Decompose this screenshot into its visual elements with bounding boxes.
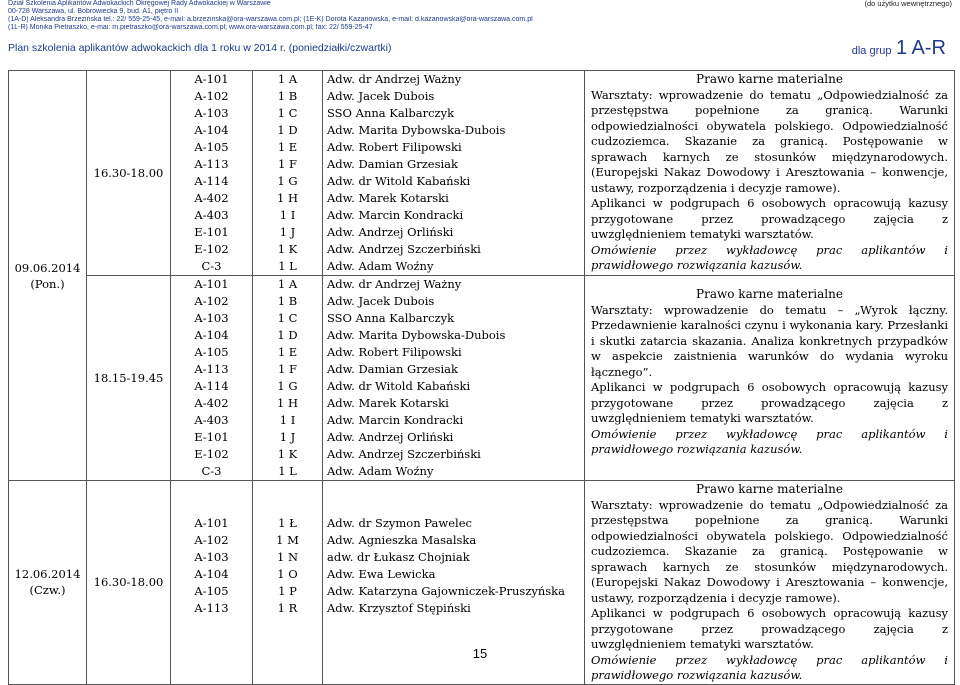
teacher: SSO Anna Kalbarczyk <box>327 311 455 325</box>
teacher: Adw. Jacek Dubois <box>327 294 435 308</box>
group: 1 E <box>277 345 298 359</box>
room: A-104 <box>194 567 229 581</box>
teacher: Adw. Adam Woźny <box>327 259 434 273</box>
room: A-114 <box>194 379 229 393</box>
room: A-402 <box>194 396 229 410</box>
workshop-text: Warsztaty: wprowadzenie do tematu „Odpowiedzialność za przestępstwa popełnione za granicą. Warunki odpowiedzialności obywatela polskiego. Odpowiedzialność cudzoziemca. Skazanie za granicą. Postępowanie w sprawach karnych ze stosunków międzynarodowych. (Europejski Nakaz Dowodowy i Aresztowania – konwencje, ustawy, rozporządzenia i decyzje ramowe). <box>591 87 948 195</box>
teacher: Adw. dr Andrzej Ważny <box>327 72 462 86</box>
group: 1 F <box>278 157 297 171</box>
teacher: Adw. Robert Filipowski <box>327 345 462 359</box>
room: A-105 <box>194 140 229 154</box>
group: 1 R <box>277 601 298 615</box>
closing-text: Omówienie przez wykładowcę prac aplikantów i prawidłowego rozwiązania kazusów. <box>591 242 948 272</box>
teacher: Adw. Krzysztof Stępiński <box>327 601 471 615</box>
teacher: Adw. Andrzej Szczerbiński <box>327 447 481 461</box>
description-cell <box>585 276 955 481</box>
group: 1 H <box>276 396 298 410</box>
group: 1 G <box>277 174 298 188</box>
room: A-102 <box>194 294 229 308</box>
room: E-102 <box>194 242 229 256</box>
group-label: dla grup <box>851 45 892 57</box>
teacher: Adw. Katarzyna Gajowniczek-Pruszyńska <box>327 584 566 598</box>
group: 1 O <box>277 567 298 581</box>
group: 1 N <box>276 550 299 564</box>
teacher: Adw. Marek Kotarski <box>327 191 449 205</box>
room: A-103 <box>194 106 229 120</box>
teacher: Adw. Marita Dybowska-Dubois <box>327 328 506 342</box>
header-line-4: (1L-R) Monika Pietraszko, e-mai: m.pietraszko@ora-warszawa.com.pl; www.ora-warszawa.com.pl; fax: 22/ 559-25-47 <box>8 24 373 31</box>
group: 1 J <box>279 225 296 239</box>
group: 1 I <box>279 413 296 427</box>
group: 1 J <box>279 430 296 444</box>
teacher: Adw. Ewa Lewicka <box>327 567 436 581</box>
schedule-table <box>8 70 955 685</box>
teacher: Adw. Robert Filipowski <box>327 140 462 154</box>
room: A-101 <box>194 516 229 530</box>
teacher: Adw. Damian Grzesiak <box>327 362 458 376</box>
workshop-text: Warsztaty: wprowadzenie do tematu „Odpowiedzialność za przestępstwa popełnione za granicą. Warunki odpowiedzialności obywatela polskiego. Odpowiedzialność cudzoziemca. Skazanie za granicą. Postępowanie w sprawach karnych ze stosunków międzynarodowych. (Europejski Nakaz Dowodowy i Aresztowania – konwencje, ustawy, rozporządzenia i decyzje ramowe). <box>591 497 948 605</box>
room: A-104 <box>194 328 229 342</box>
room: A-113 <box>194 362 229 376</box>
time: 16.30-18.00 <box>93 166 164 180</box>
date: 12.06.2014 <box>14 567 81 582</box>
header-line-3: (1A-D) Aleksandra Brzezińska tel.: 22/ 559-25-45, e-mail: a.brzezinska@ora-warszawa.com.pl; (1E-K) Dorota Kazanowska, e-mail: d.kazanowska@ora-warszawa.com.pl <box>8 16 533 23</box>
room: C-3 <box>201 464 222 478</box>
time: 16.30-18.00 <box>93 575 164 590</box>
workshop-text: Warsztaty: wprowadzenie do tematu – „Wyrok łączny. Przedawnienie karalności czynu i wykonania kary. Przesłanki i skutki zatarcia skazania. Analiza konkretnych przypadków w aspekcie zaistnienia warunków do wydania wyroku łącznego”. <box>591 302 948 379</box>
room: A-105 <box>194 584 229 598</box>
closing-text: Omówienie przez wykładowcę prac aplikantów i prawidłowego rozwiązania kazusów. <box>591 426 948 456</box>
date-cell <box>9 71 87 481</box>
group: 1 A <box>277 72 298 86</box>
group: 1 C <box>277 311 298 325</box>
rooms-cell <box>171 71 253 276</box>
teacher: Adw. Andrzej Orliński <box>327 225 454 239</box>
date: 09.06.2014 <box>14 260 81 275</box>
teacher: adw. dr Łukasz Chojniak <box>327 550 470 564</box>
group: 1 K <box>277 447 298 461</box>
teacher: Adw. Marcin Kondracki <box>327 208 464 222</box>
group: 1 B <box>277 89 298 103</box>
subject-title: Prawo karne materialne <box>696 482 843 496</box>
groups-cell <box>253 276 323 481</box>
time: 18.15-19.45 <box>93 371 164 385</box>
room: E-101 <box>194 225 229 239</box>
teacher: Adw. Marek Kotarski <box>327 396 449 410</box>
room: A-403 <box>194 413 229 427</box>
teacher: Adw. Andrzej Szczerbiński <box>327 242 481 256</box>
teacher: Adw. Jacek Dubois <box>327 89 435 103</box>
room: A-101 <box>194 72 229 86</box>
group-heading <box>852 37 946 60</box>
group: 1 Ł <box>278 516 297 530</box>
group: 1 M <box>276 533 299 547</box>
group: 1 K <box>277 242 298 256</box>
table-row <box>9 276 955 481</box>
group: 1 I <box>279 208 296 222</box>
group: 1 D <box>277 328 298 342</box>
teacher: Adw. Adam Woźny <box>327 464 434 478</box>
plan-title: Plan szkolenia aplikantów adwokackich dla 1 roku w 2014 r. (poniedziałki/czwartki) <box>8 42 392 54</box>
group: 1 L <box>278 464 297 478</box>
teachers-cell <box>323 276 585 481</box>
document-header <box>8 0 952 32</box>
teacher: Adw. Marita Dybowska-Dubois <box>327 123 506 137</box>
time-cell <box>87 71 171 276</box>
teacher: Adw. dr Szymon Pawelec <box>327 516 472 530</box>
group: 1 F <box>278 362 297 376</box>
subgroup-text: Aplikanci w podgrupach 6 osobowych opracowują kazusy przygotowane przez prowadzącego zajęcia z uwzględnieniem tematyki warsztatów. <box>591 380 948 425</box>
header-line-1: Dział Szkolenia Aplikantów Adwokackich Okręgowej Rady Adwokackiej w Warszawie <box>8 0 271 7</box>
teacher: Adw. dr Witold Kabański <box>327 379 471 393</box>
room: A-102 <box>194 89 229 103</box>
table-row <box>9 71 955 276</box>
room: A-102 <box>194 533 229 547</box>
group: 1 H <box>276 191 298 205</box>
group: 1 D <box>277 123 298 137</box>
group: 1 A <box>277 277 298 291</box>
room: A-113 <box>194 601 229 615</box>
room: A-103 <box>194 550 229 564</box>
teachers-cell <box>323 71 585 276</box>
teacher: Adw. dr Andrzej Ważny <box>327 277 462 291</box>
subgroup-text: Aplikanci w podgrupach 6 osobowych opracowują kazusy przygotowane przez prowadzącego zajęcia z uwzględnieniem tematyki warsztatów. <box>591 196 948 241</box>
group: 1 E <box>277 140 298 154</box>
groups-cell <box>253 71 323 276</box>
group: 1 P <box>278 584 297 598</box>
room: A-402 <box>194 191 229 205</box>
teacher: Adw. Damian Grzesiak <box>327 157 458 171</box>
group: 1 C <box>277 106 298 120</box>
room: A-104 <box>194 123 229 137</box>
room: A-101 <box>194 277 229 291</box>
room: A-113 <box>194 157 229 171</box>
group: 1 B <box>277 294 298 308</box>
weekday: (Pon.) <box>30 276 65 291</box>
page-number: 15 <box>472 646 488 661</box>
teacher: Adw. dr Witold Kabański <box>327 174 471 188</box>
description-cell <box>585 71 955 276</box>
closing-text: Omówienie przez wykładowcę prac aplikantów i prawidłowego rozwiązania kazusów. <box>591 652 948 682</box>
rooms-cell <box>171 276 253 481</box>
group: 1 G <box>277 379 298 393</box>
room: C-3 <box>201 259 222 273</box>
room: A-403 <box>194 208 229 222</box>
group-value: 1 A-R <box>895 37 946 59</box>
room: A-103 <box>194 311 229 325</box>
teacher: Adw. Agnieszka Masalska <box>327 533 477 547</box>
room: A-105 <box>194 345 229 359</box>
room: E-101 <box>194 430 229 444</box>
teacher: Adw. Andrzej Orliński <box>327 430 454 444</box>
group: 1 L <box>278 259 297 273</box>
room: A-114 <box>194 174 229 188</box>
time-cell <box>87 276 171 481</box>
subgroup-text: Aplikanci w podgrupach 6 osobowych opracowują kazusy przygotowane przez prowadzącego zajęcia z uwzględnieniem tematyki warsztatów. <box>591 606 948 651</box>
teacher: SSO Anna Kalbarczyk <box>327 106 455 120</box>
teacher: Adw. Marcin Kondracki <box>327 413 464 427</box>
internal-use-tag: (do użytku wewnętrznego) <box>864 0 952 8</box>
subject-title: Prawo karne materialne <box>696 287 843 301</box>
weekday: (Czw.) <box>29 583 66 598</box>
subject-title: Prawo karne materialne <box>696 72 843 86</box>
room: E-102 <box>194 447 229 461</box>
header-line-2: 00-728 Warszawa, ul. Bobrowiecka 9, bud. A1, piętro II <box>8 8 179 15</box>
